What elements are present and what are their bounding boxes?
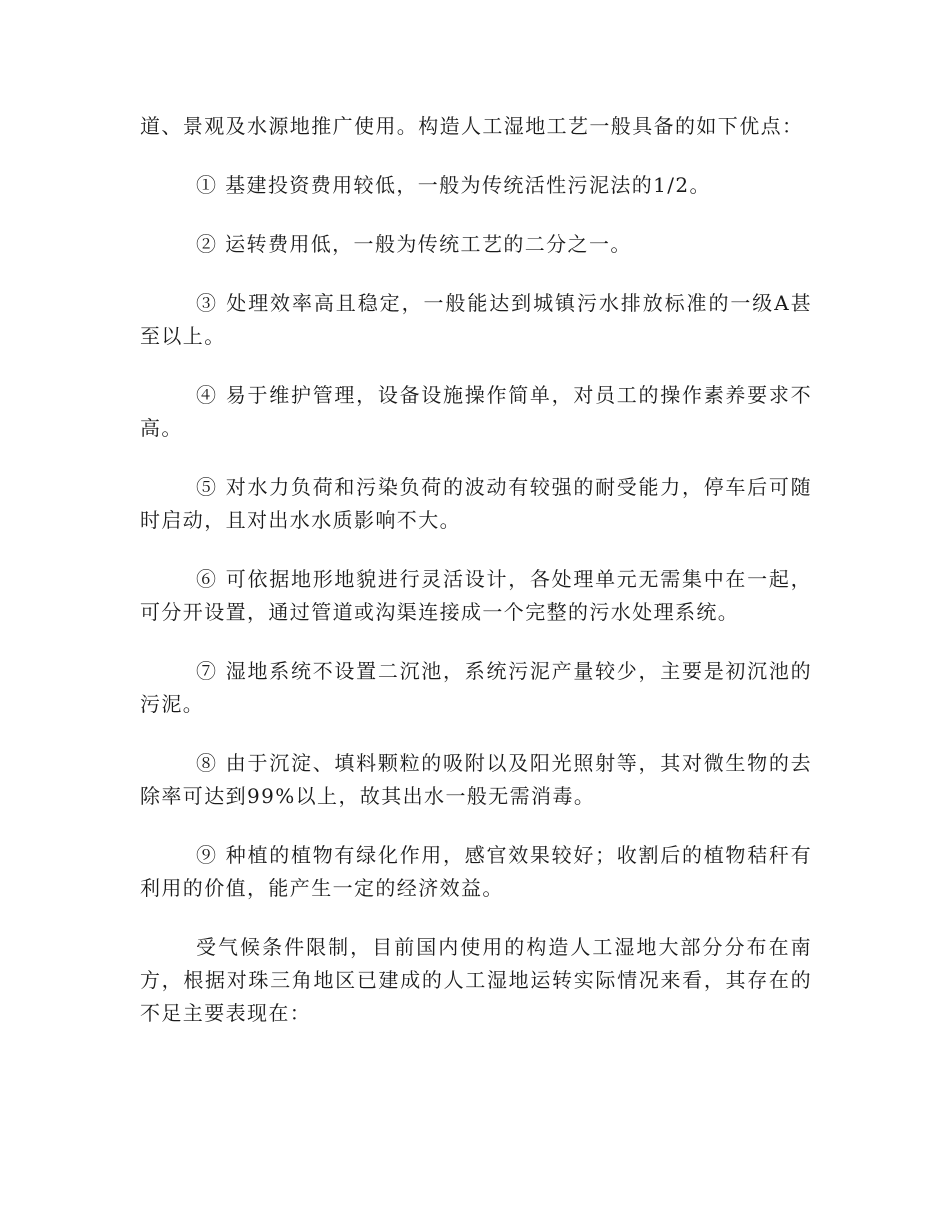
advantage-item-7: ⑦ 湿地系统不设置二沉池，系统污泥产量较少，主要是初沉池的污泥。 (140, 659, 812, 716)
shortcomings-intro-paragraph: 受气候条件限制，目前国内使用的构造人工湿地大部分分布在南方，根据对珠三角地区已建成的人工湿地运转实际情况来看，其存在的不足主要表现在： (140, 935, 812, 1025)
advantage-item-9: ⑨ 种植的植物有绿化作用，感官效果较好；收割后的植物秸秆有利用的价值，能产生一定的经济效益。 (140, 843, 812, 900)
document-body (140, 110, 812, 1056)
advantage-item-8: ⑧ 由于沉淀、填料颗粒的吸附以及阳光照射等，其对微生物的去除率可达到99%以上，故其出水一般无需消毒。 (140, 751, 812, 808)
advantage-item-5: ⑤ 对水力负荷和污染负荷的波动有较强的耐受能力，停车后可随时启动，且对出水水质影响不大。 (140, 475, 812, 532)
advantage-item-2: ② 运转费用低，一般为传统工艺的二分之一。 (196, 232, 632, 256)
advantage-item-3: ③ 处理效率高且稳定，一般能达到城镇污水排放标准的一级A甚至以上。 (140, 291, 812, 348)
advantage-item-4: ④ 易于维护管理，设备设施操作简单，对员工的操作素养要求不高。 (140, 383, 812, 440)
advantage-item-6: ⑥ 可依据地形地貌进行灵活设计，各处理单元无需集中在一起，可分开设置，通过管道或沟渠连接成一个完整的污水处理系统。 (140, 567, 812, 624)
advantage-item-1: ① 基建投资费用较低，一般为传统活性污泥法的1/2。 (196, 173, 711, 197)
paragraph-continuation: 道、景观及水源地推广使用。构造人工湿地工艺一般具备的如下优点： (140, 114, 804, 138)
